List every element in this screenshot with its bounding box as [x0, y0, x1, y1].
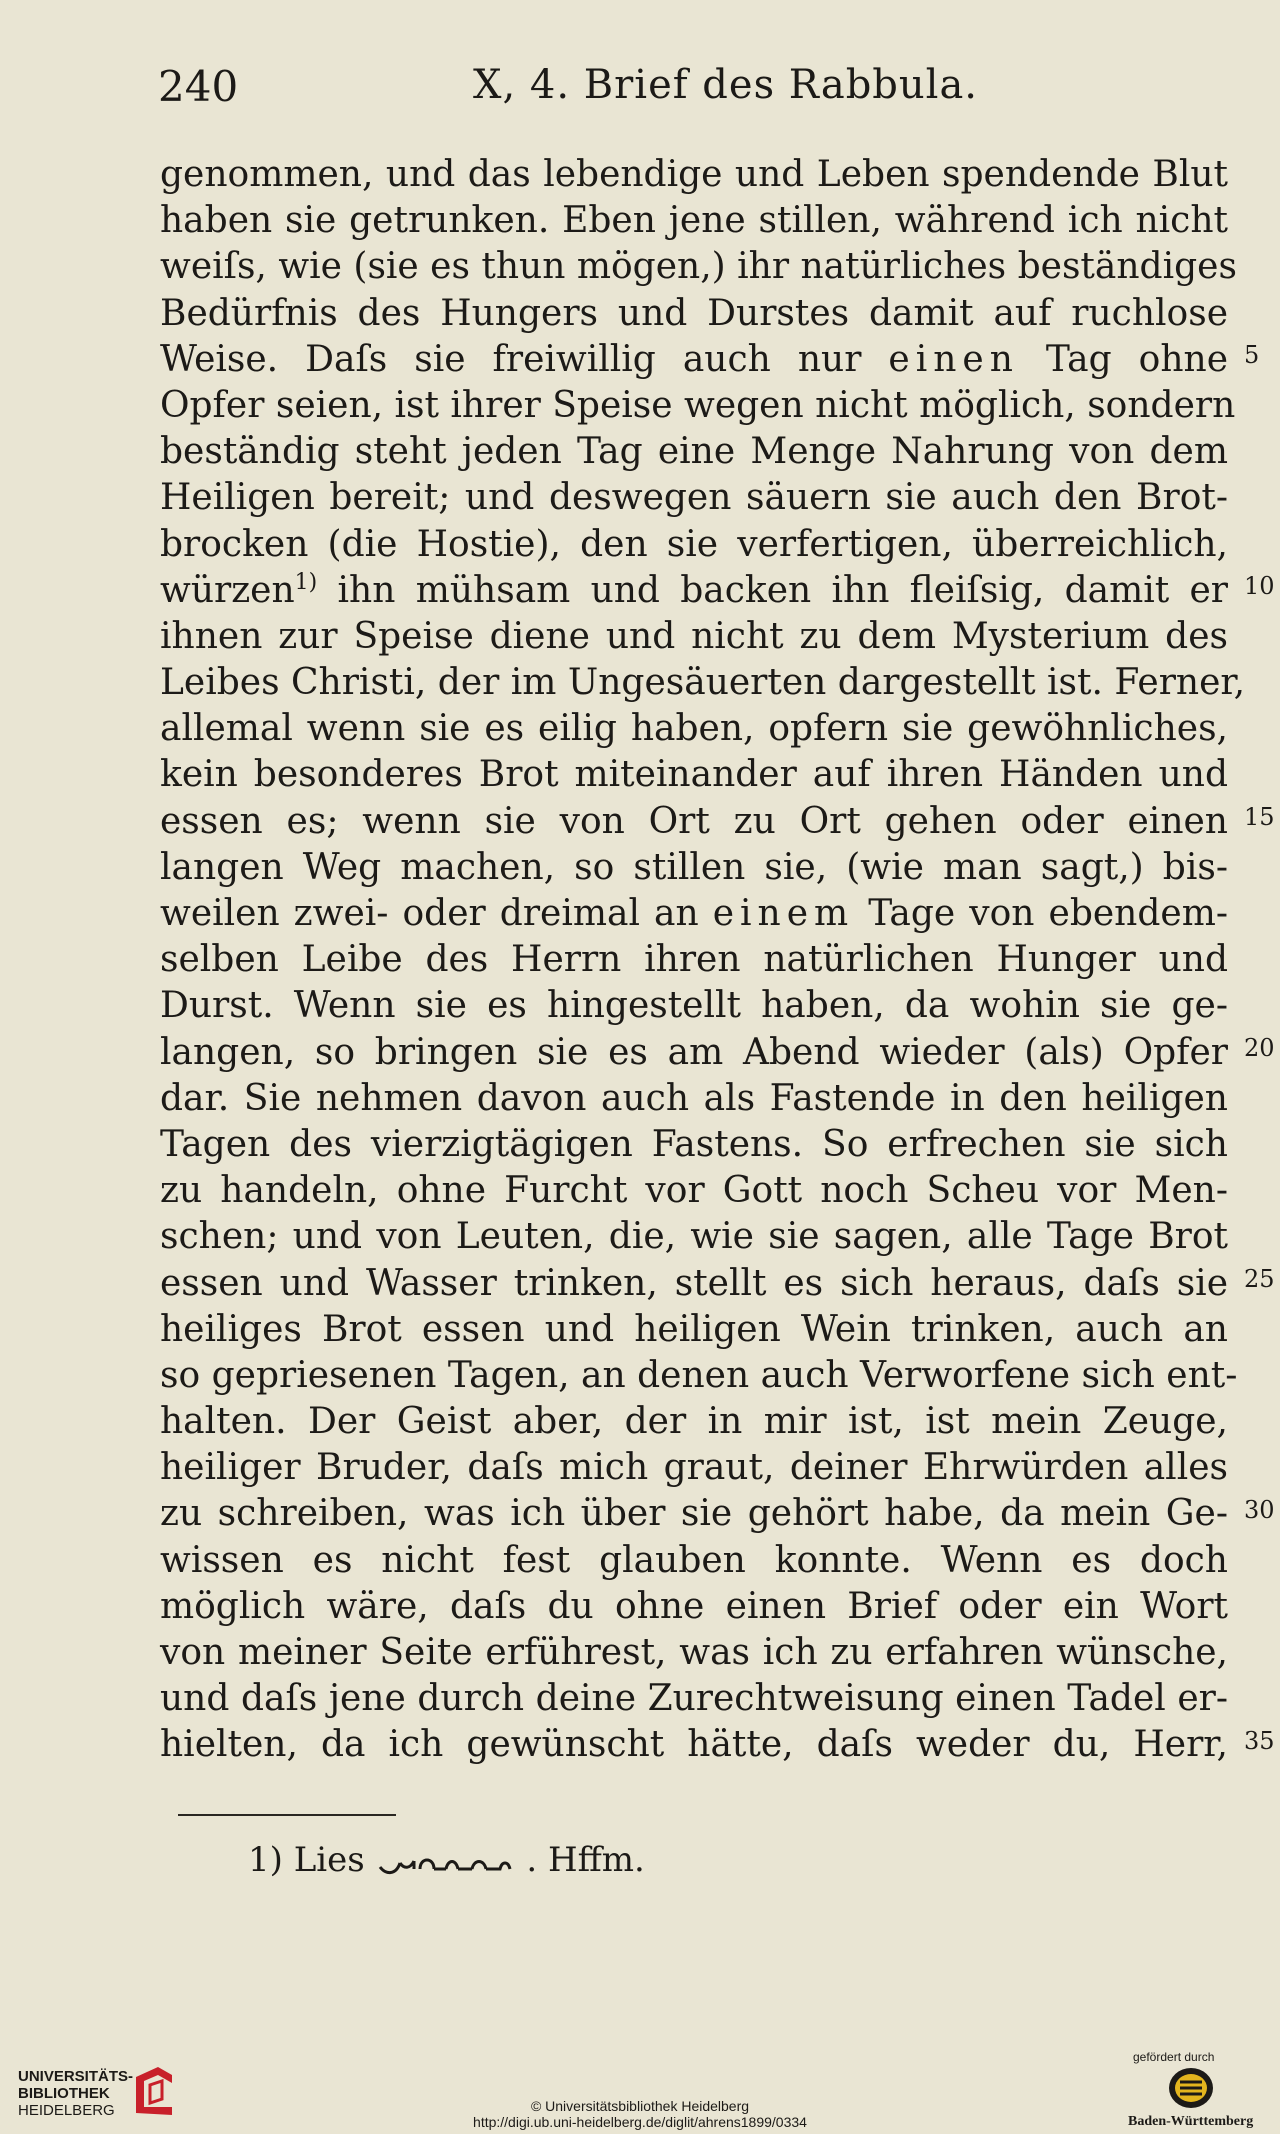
margin-line-number: 35 [1244, 1726, 1275, 1755]
line-text: möglich wäre, daſs du ohne einen Brief oder ein Wort [160, 1585, 1228, 1627]
line-text: Bedürfnis des Hungers und Durstes damit auf ruchlose [160, 292, 1228, 334]
text-line [160, 152, 1228, 198]
text-line [160, 1307, 1228, 1353]
syriac-word-glyph [376, 1849, 516, 1875]
text-line [160, 429, 1228, 475]
margin-line-number: 5 [1244, 340, 1260, 369]
line-text: Durst. Wenn sie es hingestellt haben, da wohin sie ge- [160, 985, 1228, 1027]
emphasized-word: einem [712, 893, 855, 934]
line-text: so gepriesenen Tagen, an denen auch Verworfene sich ent- [160, 1354, 1238, 1396]
line-text: beständig steht jeden Tag eine Menge Nahrung von dem [160, 431, 1228, 473]
text-line-content [160, 522, 1228, 568]
text-line-content [160, 937, 1228, 983]
text-line [160, 383, 1236, 429]
margin-line-number: 30 [1244, 1495, 1275, 1524]
text-line-content [160, 1722, 1228, 1768]
text-line [160, 244, 1237, 290]
text-line [160, 568, 1228, 614]
margin-line-number: 10 [1244, 571, 1275, 600]
line-text: Heiligen bereit; und deswegen säuern sie auch den Brot- [160, 477, 1228, 519]
line-text-post: ihn mühsam und backen ihn fleiſsig, damit er [317, 569, 1228, 611]
footnote-rule [178, 1814, 396, 1816]
text-line [160, 1168, 1228, 1214]
margin-line-number: 25 [1244, 1264, 1275, 1293]
text-line [160, 1076, 1228, 1122]
line-text: ihnen zur Speise diene und nicht zu dem Mysterium des [160, 615, 1228, 657]
text-line-content [160, 1630, 1228, 1676]
text-line [160, 845, 1228, 891]
body-text [160, 152, 1246, 1769]
state-coat-of-arms-icon [1168, 2066, 1214, 2110]
line-text: allemal wenn sie es eilig haben, opfern sie gewöhnliches, [160, 708, 1228, 750]
text-line [160, 1722, 1228, 1768]
text-line-content [160, 198, 1228, 244]
line-text: langen Weg machen, so stillen sie, (wie man sagt,) bis- [160, 846, 1228, 888]
text-line-content [160, 1168, 1228, 1214]
library-name-line3: HEIDELBERG [18, 2102, 115, 2119]
line-text: essen und Wasser trinken, stellt es sich heraus, daſs sie [160, 1262, 1228, 1304]
permalink-url[interactable]: http://digi.ub.uni-heidelberg.de/diglit/ahrens1899/0334 [473, 2114, 807, 2130]
text-line-content [160, 1214, 1228, 1260]
line-text-pre: Weise. Daſs sie freiwillig auch nur [160, 338, 889, 380]
margin-line-number: 15 [1244, 802, 1275, 831]
text-line [160, 891, 1228, 937]
page-header [158, 62, 1228, 122]
text-line [160, 1491, 1228, 1537]
text-line-content [160, 244, 1237, 290]
footnote-suffix: . Hffm. [526, 1840, 645, 1880]
line-text: Tagen des vierzigtägigen Fastens. So erfrechen sie sich [160, 1123, 1228, 1165]
text-line [160, 1676, 1228, 1722]
text-line-content [160, 983, 1228, 1029]
line-text-post: Tag ohne [1018, 338, 1228, 380]
text-line [160, 1445, 1228, 1491]
line-text: Leibes Christi, der im Ungesäuerten dargestellt ist. Ferner, [160, 662, 1246, 704]
footnote-marker[interactable]: 1) [294, 569, 318, 595]
line-text: heiliges Brot essen und heiligen Wein trinken, auch an [160, 1308, 1228, 1350]
text-line [160, 1584, 1228, 1630]
line-text: brocken (die Hostie), den sie verfertigen, überreichlich, [160, 523, 1228, 565]
text-line [160, 752, 1228, 798]
text-line [160, 1538, 1228, 1584]
text-line-content [160, 1030, 1228, 1076]
sponsor-label: gefördert durch [1133, 2050, 1215, 2064]
line-text: halten. Der Geist aber, der in mir ist, ist mein Zeuge, [160, 1401, 1228, 1443]
text-line [160, 983, 1228, 1029]
line-text: Opfer seien, ist ihrer Speise wegen nicht möglich, sondern [160, 384, 1236, 426]
text-line-content [160, 1122, 1228, 1168]
text-line [160, 799, 1228, 845]
text-line [160, 1353, 1238, 1399]
text-line [160, 706, 1228, 752]
text-line-content [160, 1538, 1228, 1584]
line-text: selben Leibe des Herrn ihren natürlichen Hunger und [160, 939, 1228, 981]
line-text: dar. Sie nehmen davon auch als Fastende in den heiligen [160, 1077, 1228, 1119]
line-text: zu schreiben, was ich über sie gehört habe, da mein Ge- [160, 1493, 1228, 1535]
text-line [160, 198, 1228, 244]
line-text: und daſs jene durch deine Zurechtweisung einen Tadel er- [160, 1678, 1228, 1720]
text-line-content [160, 568, 1228, 614]
line-text-pre: würzen [160, 569, 295, 611]
text-line-content [160, 383, 1236, 429]
text-line-content [160, 1399, 1228, 1445]
line-text: schen; und von Leuten, die, wie sie sagen, alle Tage Brot [160, 1216, 1228, 1258]
margin-line-number: 20 [1244, 1033, 1275, 1062]
text-line [160, 337, 1228, 383]
text-line [160, 1630, 1228, 1676]
text-line-content [160, 1676, 1228, 1722]
line-text: hielten, da ich gewünscht hätte, daſs weder du, Herr, [160, 1724, 1228, 1766]
text-line [160, 522, 1228, 568]
text-line-content [160, 1445, 1228, 1491]
text-line-content [160, 1076, 1228, 1122]
text-line-content [160, 1353, 1238, 1399]
text-line-content [160, 291, 1228, 337]
line-text: essen es; wenn sie von Ort zu Ort gehen oder einen [160, 800, 1228, 842]
running-title: X, 4. Brief des Rabbula. [473, 62, 979, 108]
line-text: genommen, und das lebendige und Leben spendende Blut [160, 154, 1228, 195]
text-line-content [160, 614, 1228, 660]
text-line [160, 1122, 1228, 1168]
line-text: kein besonderes Brot miteinander auf ihren Händen und [160, 754, 1228, 796]
text-line-content [160, 1491, 1228, 1537]
text-line-content [160, 799, 1228, 845]
footnote-prefix: 1) Lies [248, 1840, 365, 1880]
text-line-content [160, 752, 1228, 798]
text-line-content [160, 337, 1228, 383]
line-text: wissen es nicht fest glauben konnte. Wenn es doch [160, 1539, 1228, 1581]
text-line-content [160, 429, 1228, 475]
text-line [160, 937, 1228, 983]
sponsor-name: Baden-Württemberg [1128, 2114, 1254, 2129]
text-line [160, 1214, 1228, 1260]
text-line [160, 1030, 1228, 1076]
text-line-content [160, 152, 1228, 198]
line-text: langen, so bringen sie es am Abend wieder (als) Opfer [160, 1031, 1228, 1073]
line-text: heiliger Bruder, daſs mich graut, deiner Ehrwürden alles [160, 1447, 1228, 1489]
page-number: 240 [158, 62, 239, 111]
line-text: zu handeln, ohne Furcht vor Gott noch Scheu vor Men- [160, 1170, 1228, 1212]
footnote [248, 1840, 645, 1880]
line-text-pre: weilen zwei- oder dreimal an [160, 893, 713, 934]
library-name-line2: BIBLIOTHEK [18, 2085, 110, 2102]
text-line-content [160, 1584, 1228, 1630]
text-line-content [160, 1307, 1228, 1353]
emphasized-word: einen [888, 338, 1019, 380]
text-line-content [160, 475, 1228, 521]
text-line-content [160, 660, 1246, 706]
copyright-text: © Universitätsbibliothek Heidelberg [530, 2098, 750, 2114]
text-line-content [160, 891, 1228, 937]
text-line-content [160, 1261, 1228, 1307]
text-line [160, 614, 1228, 660]
text-line [160, 475, 1228, 521]
library-name-line1: UNIVERSITÄTS- [18, 2068, 134, 2085]
copyright-notice [0, 2098, 1280, 2130]
text-line [160, 291, 1228, 337]
line-text: von meiner Seite erführest, was ich zu erfahren wünsche, [160, 1632, 1228, 1673]
text-line [160, 1261, 1228, 1307]
text-line [160, 660, 1246, 706]
text-line [160, 1399, 1228, 1445]
line-text-post: Tage von ebendem- [854, 893, 1229, 934]
line-text: weiſs, wie (sie es thun mögen,) ihr natürliches beständiges [160, 246, 1237, 288]
line-text: haben sie getrunken. Eben jene stillen, während ich nicht [160, 200, 1228, 242]
text-line-content [160, 706, 1228, 752]
text-line-content [160, 845, 1228, 891]
